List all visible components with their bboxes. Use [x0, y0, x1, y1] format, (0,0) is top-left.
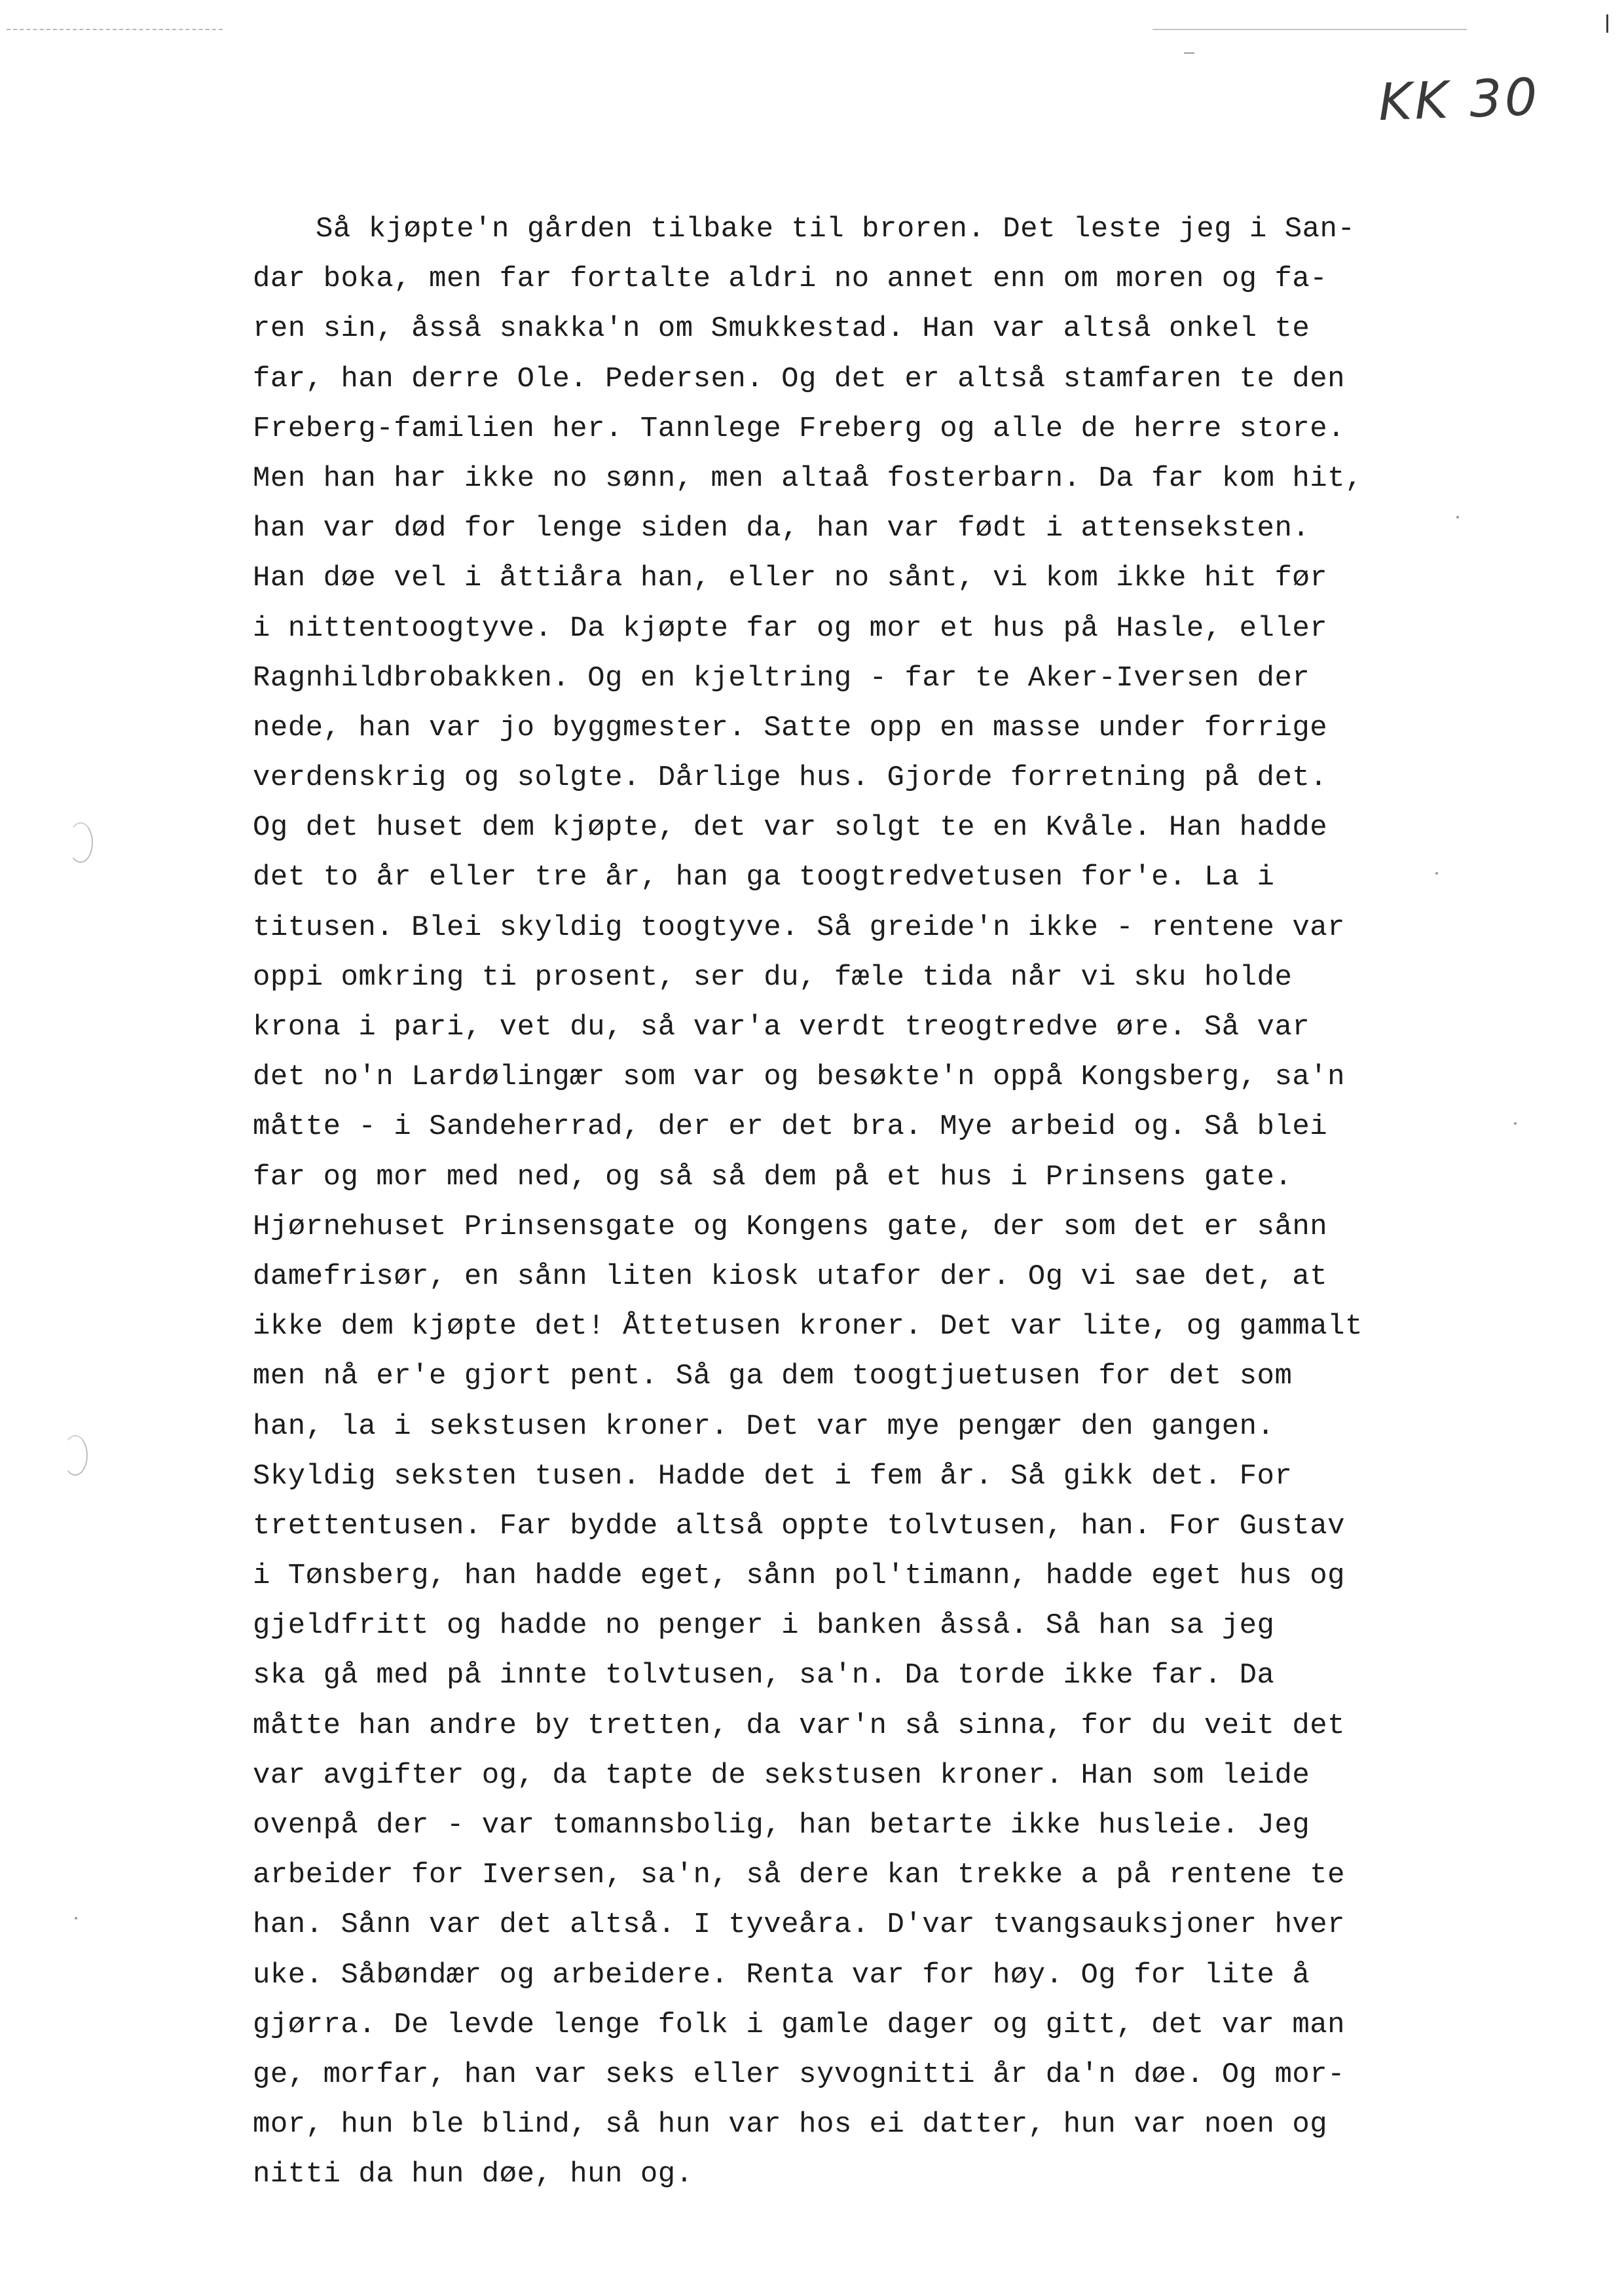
transcript-line: Han døe vel i åttiåra han, eller no sånt, vi kom ikke hit før — [253, 562, 1328, 595]
transcript-line: ge, morfar, han var seks eller syvognitti år da'n døe. Og mor- — [253, 2058, 1346, 2091]
typed-transcript — [253, 204, 1523, 2200]
ink-speck — [75, 1917, 77, 1920]
transcript-line: mor, hun ble blind, så hun var hos ei datter, hun var noen og — [253, 2108, 1328, 2141]
punch-hole-lower — [63, 1435, 88, 1476]
transcript-line: far og mor med ned, og så så dem på et hus i Prinsens gate. — [253, 1160, 1293, 1194]
transcript-line: Og det huset dem kjøpte, det var solgt te en Kvåle. Han hadde — [253, 811, 1328, 845]
transcript-line: gjørra. De levde lenge folk i gamle dager og gitt, det var man — [253, 2008, 1346, 2041]
transcript-line: måtte han andre by tretten, da var'n så sinna, for du veit det — [253, 1709, 1346, 1742]
transcript-line: han var død for lenge siden da, han var født i attenseksten. — [253, 512, 1310, 545]
handwritten-reference-code: KK 30 — [1377, 67, 1541, 133]
transcript-line: titusen. Blei skyldig toogtyve. Så greide'n ikke - rentene var — [253, 911, 1346, 944]
transcript-line: måtte - i Sandeherrad, der er det bra. Mye arbeid og. Så blei — [253, 1110, 1328, 1144]
transcript-line: Men han har ikke no sønn, men altaå fosterbarn. Da far kom hit, — [253, 462, 1363, 495]
transcript-line: trettentusen. Far bydde altså oppte tolvtusen, han. For Gustav — [253, 1509, 1346, 1542]
transcript-line: ren sin, åsså snakka'n om Smukkestad. Han var altså onkel te — [253, 312, 1310, 346]
transcript-line: det to år eller tre år, han ga toogtredvetusen for'e. La i — [253, 861, 1275, 894]
transcript-line: ikke dem kjøpte det! Åttetusen kroner. Det var lite, og gammalt — [253, 1310, 1363, 1343]
punch-hole-upper — [68, 822, 93, 863]
transcript-line: men nå er'e gjort pent. Så ga dem toogtjuetusen for det som — [253, 1360, 1293, 1393]
transcript-line: Skyldig seksten tusen. Hadde det i fem år. Så gikk det. For — [253, 1459, 1293, 1493]
transcript-line: nede, han var jo byggmester. Satte opp en masse under forrige — [253, 711, 1328, 744]
transcript-line: Hjørnehuset Prinsensgate og Kongens gate, der som det er sånn — [253, 1210, 1328, 1243]
stray-dash-mark — [1184, 52, 1194, 54]
transcript-line: nitti da hun døe, hun og. — [253, 2158, 693, 2191]
transcript-line: verdenskrig og solgte. Dårlige hus. Gjorde forretning på det. — [253, 761, 1328, 795]
transcript-line: i nittentoogtyve. Da kjøpte far og mor et hus på Hasle, eller — [253, 611, 1328, 645]
transcript-line: i Tønsberg, han hadde eget, sånn pol'timann, hadde eget hus og — [253, 1559, 1346, 1593]
transcript-line: Freberg-familien her. Tannlege Freberg og alle de herre store. — [253, 412, 1346, 445]
transcript-line: uke. Såbøndær og arbeidere. Renta var for høy. Og for lite å — [253, 1958, 1310, 1992]
transcript-line: det no'n Lardølingær som var og besøkte'n oppå Kongsberg, sa'n — [253, 1061, 1346, 1094]
corner-tick-mark — [1606, 14, 1608, 33]
transcript-line: krona i pari, vet du, så var'a verdt treogtredve øre. Så var — [253, 1011, 1310, 1044]
top-left-rule — [7, 29, 223, 30]
transcript-line: ovenpå der - var tomannsbolig, han betarte ikke husleie. Jeg — [253, 1809, 1310, 1842]
transcript-line: han. Sånn var det altså. I tyveåra. D'var tvangsauksjoner hver — [253, 1908, 1346, 1942]
transcript-line: gjeldfritt og hadde no penger i banken åsså. Så han sa jeg — [253, 1609, 1275, 1643]
transcript-line: ska gå med på innte tolvtusen, sa'n. Da torde ikke far. Da — [253, 1659, 1275, 1692]
transcript-line: han, la i sekstusen kroner. Det var mye pengær den gangen. — [253, 1410, 1275, 1443]
transcript-line: Så kjøpte'n gården tilbake til broren. Det leste jeg i San- — [316, 213, 1356, 246]
transcript-line: var avgifter og, da tapte de sekstusen kroner. Han som leide — [253, 1758, 1310, 1792]
top-right-rule — [1153, 29, 1467, 30]
transcript-line: arbeider for Iversen, sa'n, så dere kan trekke a på rentene te — [253, 1859, 1346, 1892]
transcript-line: oppi omkring ti prosent, ser du, fæle tida når vi sku holde — [253, 960, 1293, 994]
transcript-line: Ragnhildbrobakken. Og en kjeltring - far te Aker-Iversen der — [253, 661, 1310, 695]
transcript-line: damefrisør, en sånn liten kiosk utafor der. Og vi sae det, at — [253, 1260, 1328, 1293]
transcript-line: far, han derre Ole. Pedersen. Og det er altså stamfaren te den — [253, 362, 1346, 395]
transcript-line: dar boka, men far fortalte aldri no annet enn om moren og fa- — [253, 263, 1328, 296]
